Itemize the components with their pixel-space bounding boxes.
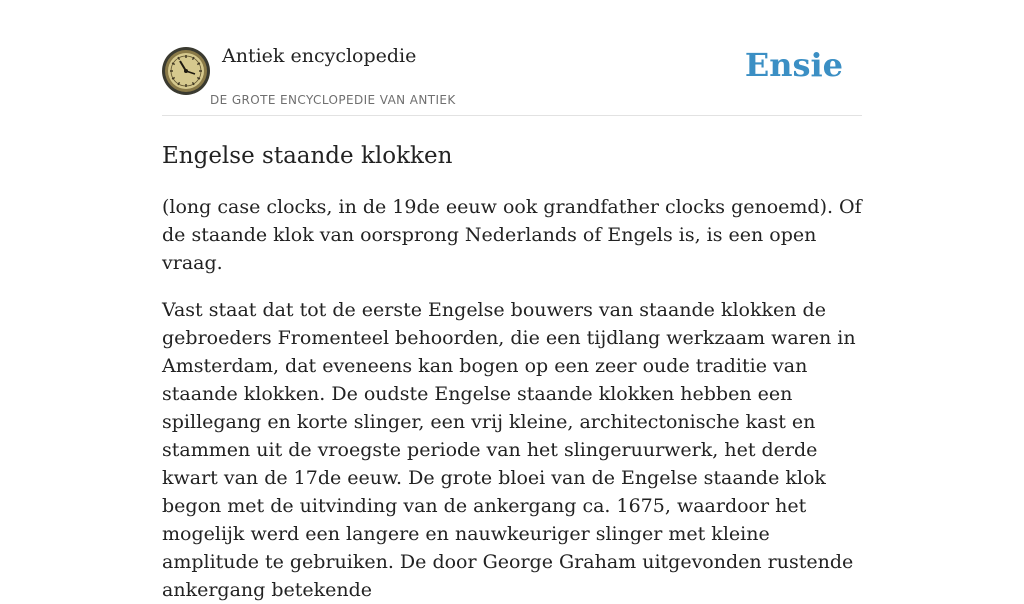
site-header [162, 0, 862, 116]
content-container [162, 0, 862, 604]
site-title[interactable]: Antiek encyclopedie [222, 45, 417, 67]
brand-logo[interactable]: Ensie [744, 46, 843, 84]
article-paragraph: (long case clocks, in de 19de eeuw ook grandfather clocks genoemd). Of de staande klok van oorsprong Nederlands of Engels is, is een open vraag. [162, 196, 862, 274]
article-paragraph: Vast staat dat tot de eerste Engelse bouwers van staande klokken de gebroeders Fromenteel behoorden, die een tijdlang werkzaam waren in Amsterdam, dat eveneens kan bogen op een zeer oude traditie van staande klokken. De oudste Engelse staande klokken hebben een spillegang en korte slinger, een vrij kleine, architectonische kast en stammen uit de vroegste periode van het slingeruurwerk, het derde kwart van de 17de eeuw. De grote bloei van de Engelse staande klok begon met de uitvinding van de ankergang ca. 1675, waardoor het mogelijk werd een langere en nauwkeuriger slinger met kleine amplitude te gebruiken. De door George Graham uitgevonden rustende ankergang betekende [162, 299, 856, 601]
article-title: Engelse staande klokken [162, 143, 453, 169]
clock-icon[interactable] [162, 47, 210, 95]
site-subtitle: DE GROTE ENCYCLOPEDIE VAN ANTIEK [210, 93, 456, 107]
